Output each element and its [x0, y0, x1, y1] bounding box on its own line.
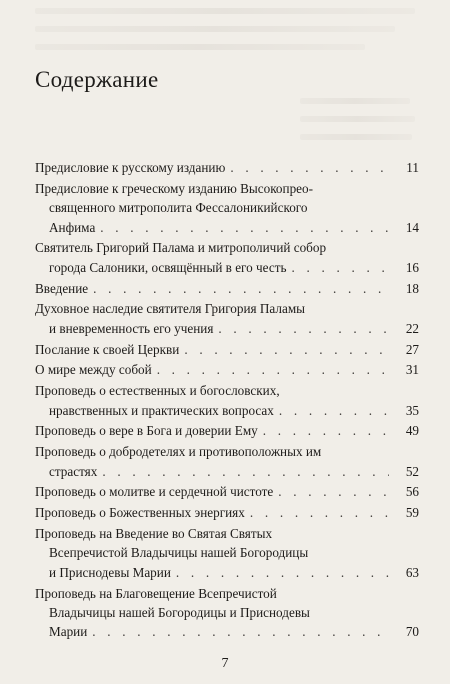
toc-entry — [35, 340, 419, 359]
dot-leader — [100, 218, 389, 237]
toc-entry-text: О мире между собой — [35, 362, 152, 378]
toc-entry-text: Всепречистой Владычицы нашей Богородицы — [49, 545, 309, 561]
dot-leader — [278, 482, 389, 501]
toc-entry-text: Проповедь о добродетелях и противоположных им — [35, 444, 322, 460]
dot-leader — [263, 421, 389, 440]
toc-entry-text: нравственных и практических вопросах — [49, 402, 274, 418]
toc-entry-text: Марии — [49, 624, 88, 640]
toc-entry-text: Владычицы нашей Богородицы и Приснодевы — [49, 605, 310, 621]
toc-entry-last-line — [35, 158, 389, 177]
toc-page-number: 16 — [405, 259, 419, 275]
toc-entry-last-line — [35, 218, 389, 237]
toc-page-number: 31 — [405, 362, 419, 378]
toc-entry-last-line — [35, 622, 389, 641]
toc-entry — [35, 360, 419, 379]
toc-entry-last-line — [35, 401, 389, 420]
toc-entry — [35, 442, 419, 481]
toc-page-number: 63 — [405, 564, 419, 580]
toc-entry — [35, 421, 419, 440]
toc-entry-last-line — [35, 462, 389, 481]
dot-leader — [184, 340, 389, 359]
dot-leader — [93, 279, 389, 298]
toc-page-number: 18 — [405, 280, 419, 296]
toc-entry-last-line — [35, 421, 389, 440]
toc-entry-text: Послание к своей Церкви — [35, 341, 180, 357]
page-number: 7 — [221, 656, 229, 671]
toc-entry-text: Проповедь о молитве и сердечной чистоте — [35, 484, 274, 500]
toc-entry-text: и вневременность его учения — [49, 320, 214, 336]
toc-entry — [35, 179, 419, 237]
toc-entry-text: Проповедь о Божественных энергиях — [35, 505, 245, 521]
toc-entry-last-line — [35, 340, 389, 359]
toc-entry-last-line — [35, 319, 389, 338]
toc-entry-text: и Приснодевы Марии — [49, 564, 171, 580]
dot-leader — [92, 622, 389, 641]
toc-entry-last-line — [35, 279, 389, 298]
toc-page-number: 49 — [405, 423, 419, 439]
bleed-through-line — [35, 44, 365, 50]
toc-entry-text: Анфима — [49, 219, 96, 235]
toc-entry — [35, 503, 419, 522]
toc-entry-text: страстях — [49, 463, 98, 479]
toc-entry-text: Святитель Григорий Палама и митрополичий собор — [35, 240, 327, 256]
toc-page-number: 14 — [405, 219, 419, 235]
toc-page-number: 70 — [405, 624, 419, 640]
toc-entry — [35, 158, 419, 177]
dot-leader — [218, 319, 389, 338]
toc-entry-last-line — [35, 482, 389, 501]
dot-leader — [250, 503, 389, 522]
toc-entry-text: Проповедь на Введение во Святая Святых — [35, 526, 273, 541]
dot-leader — [291, 258, 389, 277]
toc-entry — [35, 482, 419, 501]
toc-page-number: 35 — [405, 402, 419, 418]
bleed-through-line — [300, 98, 410, 104]
bleed-through-line — [300, 116, 415, 122]
toc-page-number: 11 — [406, 160, 419, 175]
toc-entry-text: Предисловие к греческому изданию Высокопрео- — [35, 180, 314, 196]
toc-entry-text: Проповедь на Благовещение Всепречистой — [35, 585, 277, 601]
toc-entry — [35, 381, 419, 420]
toc-entry — [35, 238, 419, 277]
toc-entry-text: Предисловие к русскому изданию — [35, 160, 226, 175]
toc-entry-text: Проповедь о естественных и богословских, — [35, 383, 280, 399]
toc-entry-text: Духовное наследие святителя Григория Паламы — [35, 301, 306, 317]
toc-entry-text: Введение — [35, 280, 89, 296]
bleed-through-line — [35, 26, 395, 32]
toc-entry-last-line — [35, 258, 389, 277]
toc-entry-last-line — [35, 503, 389, 522]
dot-leader — [176, 563, 389, 582]
toc-page-number: 22 — [405, 320, 419, 336]
dot-leader — [279, 401, 389, 420]
toc-page-number: 52 — [405, 463, 419, 479]
toc-page-number: 59 — [405, 505, 419, 521]
toc-entry-text: священного митрополита Фессалоникийского — [49, 200, 308, 216]
toc-entry — [35, 524, 419, 582]
toc-entry-last-line — [35, 563, 389, 582]
toc-entry — [35, 279, 419, 298]
toc-entry — [35, 584, 419, 642]
toc-page-number: 27 — [405, 341, 419, 357]
toc-entry — [35, 299, 419, 338]
dot-leader — [157, 360, 389, 379]
toc-entry-text: Проповедь о вере в Бога и доверии Ему — [35, 423, 258, 439]
toc-page-number: 56 — [405, 484, 419, 500]
toc-entry-text: города Салоники, освящённый в его честь — [49, 259, 287, 275]
page-title: Содержание — [35, 67, 159, 92]
toc-entry-last-line — [35, 360, 389, 379]
table-of-contents — [35, 158, 419, 643]
dot-leader — [102, 462, 389, 481]
bleed-through-line — [300, 134, 412, 140]
dot-leader — [230, 158, 389, 177]
bleed-through-line — [35, 8, 415, 14]
